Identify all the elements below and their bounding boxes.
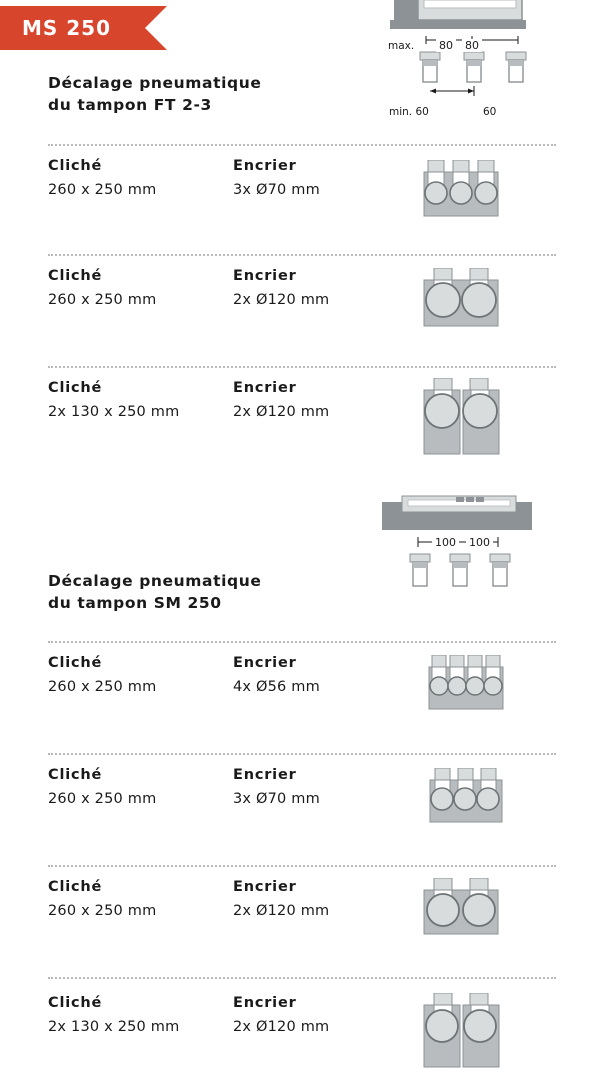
row-icon-3x70 (416, 160, 506, 222)
row-value-cliche: 2x 130 x 250 mm (48, 1019, 180, 1035)
row-label-cliche: Cliché (48, 158, 103, 174)
divider (48, 641, 556, 643)
row-label-encrier: Encrier (233, 767, 297, 783)
row-label-cliche: Cliché (48, 380, 103, 396)
dim-60-label: 60 (483, 106, 497, 118)
dim-80-b: 80 (462, 39, 482, 52)
section-2-title (48, 570, 261, 615)
section-1-title-line2: du tampon FT 2-3 (48, 96, 212, 115)
row-value-cliche: 260 x 250 mm (48, 791, 157, 807)
dim-100-a: 100 (432, 536, 459, 549)
divider (48, 144, 556, 146)
row-value-encrier: 3x Ø70 mm (233, 182, 320, 198)
row-value-encrier: 2x Ø120 mm (233, 292, 330, 308)
dim-100-b: 100 (466, 536, 493, 549)
row-icon-2x120 (416, 268, 506, 332)
row-label-encrier: Encrier (233, 158, 297, 174)
row-icon-2x120 (418, 878, 506, 940)
row-label-cliche: Cliché (48, 879, 103, 895)
row-label-encrier: Encrier (233, 879, 297, 895)
section-2-title-line2: du tampon SM 250 (48, 594, 222, 613)
section-2-title-line1: Décalage pneumatique (48, 572, 262, 590)
row-label-encrier: Encrier (233, 268, 297, 284)
row-label-cliche: Cliché (48, 268, 103, 284)
row-value-encrier: 2x Ø120 mm (233, 404, 330, 420)
divider (48, 977, 556, 979)
section-1-title-line1: Décalage pneumatique (48, 74, 262, 92)
row-icon-4x56 (424, 655, 508, 713)
row-value-cliche: 260 x 250 mm (48, 679, 157, 695)
row-value-encrier: 2x Ø120 mm (233, 903, 330, 919)
row-value-cliche: 260 x 250 mm (48, 292, 157, 308)
row-label-encrier: Encrier (233, 995, 297, 1011)
row-label-encrier: Encrier (233, 655, 297, 671)
row-value-encrier: 3x Ø70 mm (233, 791, 320, 807)
model-badge (0, 6, 145, 50)
row-label-cliche: Cliché (48, 767, 103, 783)
row-value-encrier: 2x Ø120 mm (233, 1019, 330, 1035)
dim-min60-label: min. 60 (389, 106, 429, 118)
row-value-encrier: 4x Ø56 mm (233, 679, 320, 695)
divider (48, 254, 556, 256)
row-label-cliche: Cliché (48, 655, 103, 671)
divider (48, 865, 556, 867)
row-label-encrier: Encrier (233, 380, 297, 396)
divider (48, 753, 556, 755)
row-value-cliche: 260 x 250 mm (48, 903, 157, 919)
dim-80-a: 80 (436, 39, 456, 52)
row-icon-2x120split (416, 378, 506, 460)
dim-max-label: max. (388, 40, 415, 52)
row-value-cliche: 2x 130 x 250 mm (48, 404, 180, 420)
model-badge-label: MS 250 (22, 16, 112, 40)
row-icon-3x70 (424, 768, 508, 826)
row-value-cliche: 260 x 250 mm (48, 182, 157, 198)
divider (48, 366, 556, 368)
row-label-cliche: Cliché (48, 995, 103, 1011)
row-icon-2x120split (418, 993, 506, 1075)
section-2-machine-diagram (382, 492, 542, 612)
section-1-title (48, 72, 261, 117)
